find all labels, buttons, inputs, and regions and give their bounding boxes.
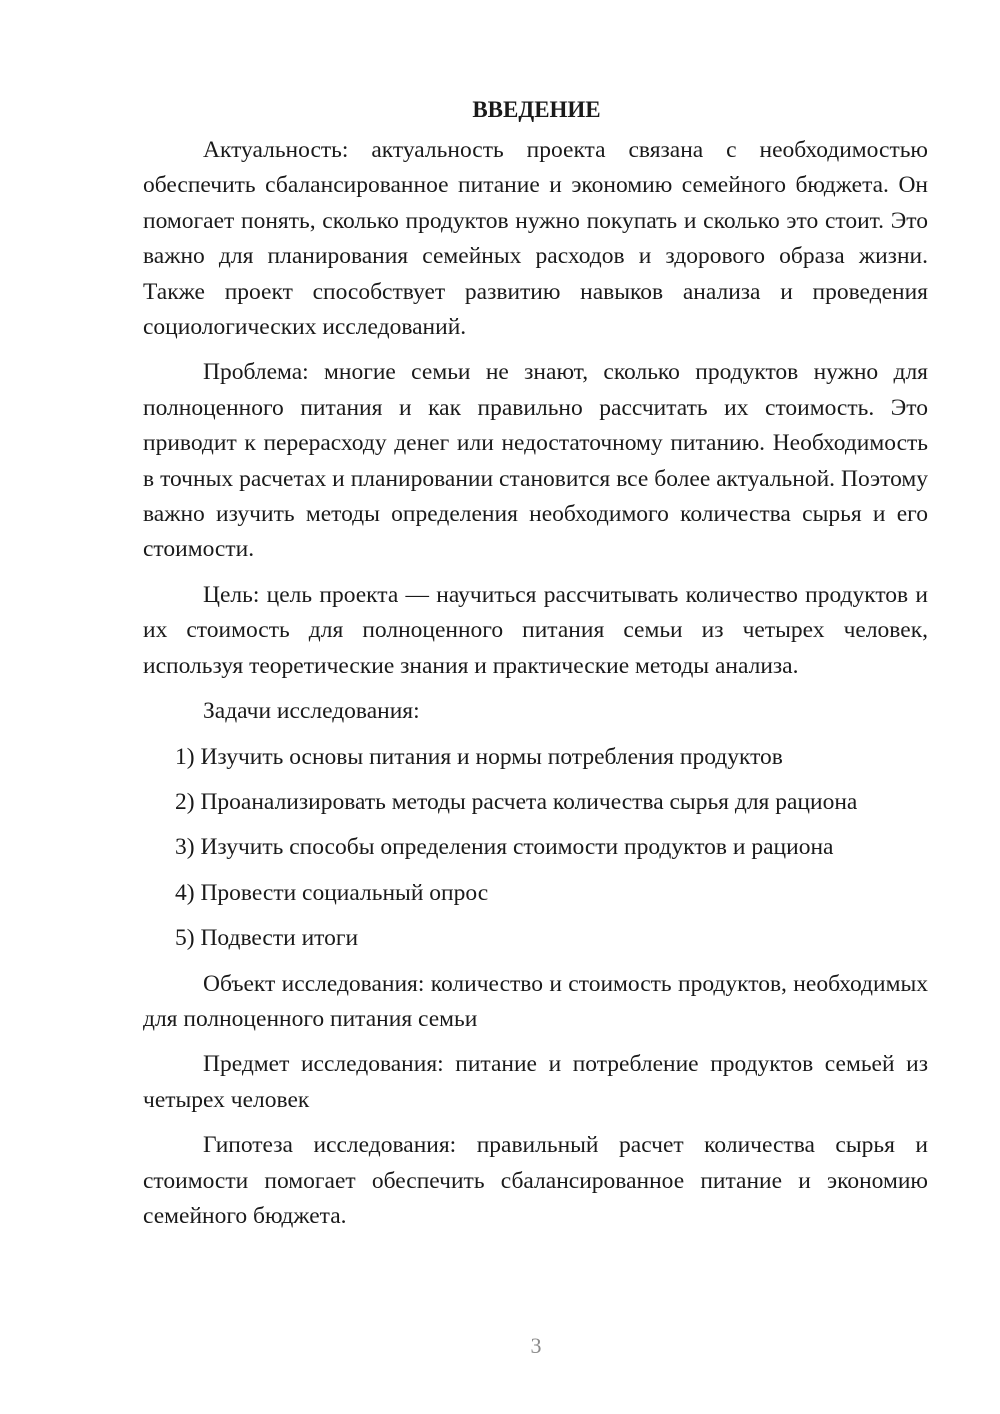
page-number: 3 (530, 1333, 542, 1358)
goal-paragraph: Цель: цель проекта — научиться рассчитывать количество продуктов и их стоимость для полноценного питания семьи из четырех человек, используя теоретические знания и практические методы анализа. (143, 581, 928, 679)
task-item: 2) Проанализировать методы расчета количества сырья для рациона (175, 788, 858, 815)
tasks-heading: Задачи исследования: (203, 698, 420, 725)
object-paragraph: Объект исследования: количество и стоимость продуктов, необходимых для полноценного питания семьи (143, 970, 928, 1032)
subject-paragraph: Предмет исследования: питание и потребление продуктов семьей из четырех человек (143, 1051, 928, 1113)
problem-paragraph: Проблема: многие семьи не знают, сколько продуктов нужно для полноценного питания и как правильно рассчитать их стоимость. Это приводит к перерасходу денег или недостаточному питанию. Необходимость в точных расчетах и планировании становится все более актуальной. Поэтому важно изучить методы определения необходимого количества сырья и его стоимости. (143, 359, 928, 563)
task-item: 3) Изучить способы определения стоимости продуктов и рациона (175, 834, 834, 861)
hypothesis-paragraph: Гипотеза исследования: правильный расчет количества сырья и стоимости помогает обеспечить сбалансированное питание и экономию семейного бюджета. (143, 1132, 928, 1229)
task-item: 5) Подвести итоги (175, 925, 359, 952)
relevance-paragraph: Актуальность: актуальность проекта связана с необходимостью обеспечить сбалансированное питание и экономию семейного бюджета. Он помогает понять, сколько продуктов нужно покупать и сколько это стоит. Это важно для планирования семейных расходов и здорового образа жизни. Также проект способствует развитию навыков анализа и проведения социологических исследований. (143, 137, 928, 341)
task-item: 1) Изучить основы питания и нормы потребления продуктов (175, 743, 783, 770)
task-item: 4) Провести социальный опрос (175, 879, 489, 906)
task-list (143, 740, 928, 957)
section-heading: ВВЕДЕНИЕ (472, 97, 601, 122)
page-content (143, 92, 928, 1244)
